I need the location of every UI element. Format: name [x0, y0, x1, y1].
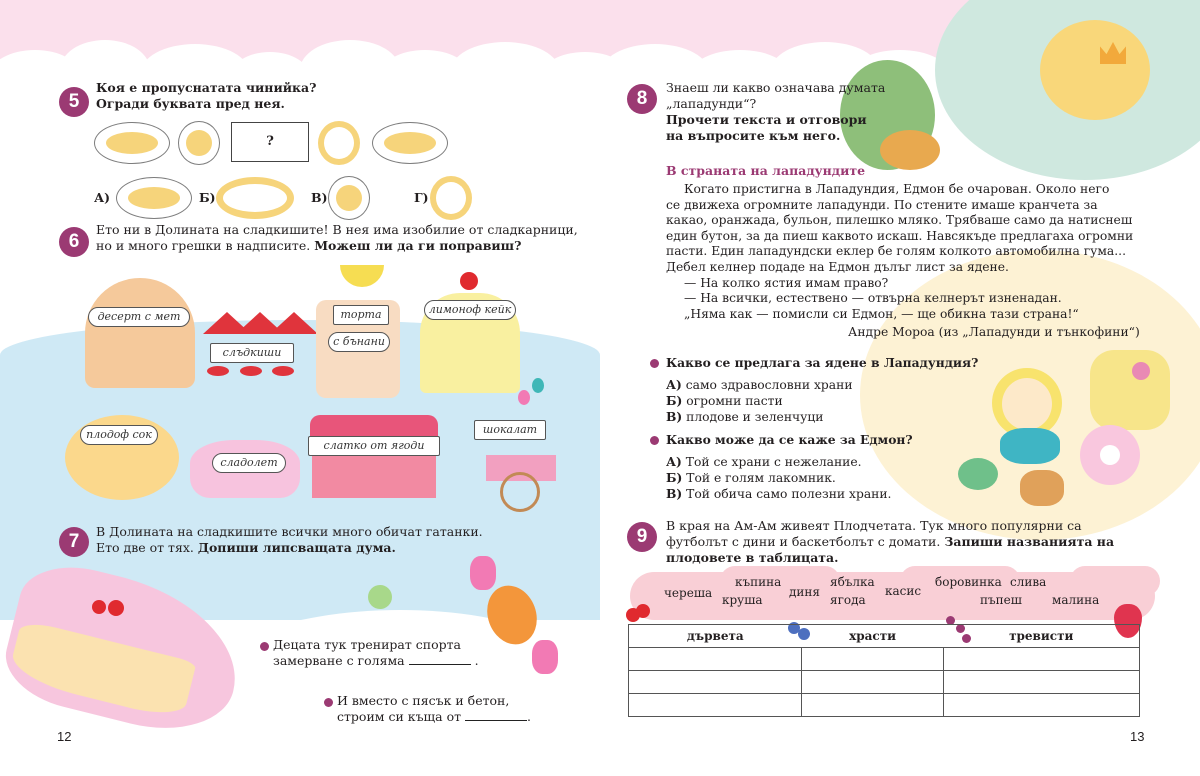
page-number-left: 12 [57, 729, 72, 744]
task-7-line2: Ето две от тях. Допиши липсващата дума. [96, 540, 396, 555]
task-7-badge: 7 [59, 527, 89, 557]
q1-option-v[interactable]: В) плодове и зеленчуци [666, 409, 824, 424]
umbrella-icon [270, 312, 318, 334]
fruit-word: пъпеш [980, 593, 1022, 607]
plate-fill [128, 187, 180, 209]
task-8-line4: на въпросите към него. [666, 128, 841, 143]
task-6-badge: 6 [59, 227, 89, 257]
story-text: Когато пристигна в Лападундия, Едмон бе очарован. Около него се движеха огромните лападунди. По стените имаше кранчета за какао, оранжада, бульон, пилешко мляко. Трябваше само да натиснеш един бутон, за да пиеш каквото искаш. Навсякъде предлагаха огромни пасти. Един лападундски еклер бе голям колкото автомобилна гума... Дебел келнер подаде на Едмон дълъг лист за ядене. — На колко ястия имам право? — На всички, естествено — отвърна келнерът изненадан. „Няма как — помисли си Едмон, — ще обикна тази страна!“ [666, 182, 1134, 321]
cherry-icon [108, 600, 124, 616]
table-header-trees: дървета [629, 625, 802, 648]
q2-option-v[interactable]: В) Той обича само полезни храни. [666, 486, 892, 501]
table-cell[interactable] [629, 671, 802, 694]
task-6-line1: Ето ни в Долината на сладкишите! В нея има изобилие от сладкарници, [96, 222, 578, 237]
plate-fill [384, 132, 436, 154]
q2-option-a[interactable]: А) Той се храни с нежелание. [666, 454, 862, 469]
question-2-options [666, 454, 891, 502]
sign-ice-cream[interactable]: сладолет [212, 453, 286, 473]
bullet-icon [324, 698, 333, 707]
table-cell[interactable] [802, 671, 944, 694]
task-8-badge: 8 [627, 84, 657, 114]
cloud-puff [1070, 566, 1160, 596]
cupcake-icon [1020, 470, 1064, 506]
task-9-line2: футболът с дини и баскетболът с домати. Запиши названията на [666, 534, 1115, 549]
task-8-line3: Прочети текста и отговори [666, 112, 867, 127]
fruit-word: диня [789, 585, 820, 599]
child-face [1002, 378, 1052, 430]
task-7-line1: В Долината на сладкишите всички много обичат гатанки. [96, 524, 483, 539]
fruit-word: ябълка [830, 575, 875, 589]
table-cell[interactable] [802, 694, 944, 717]
sign-chocolate[interactable]: шокалат [474, 420, 546, 440]
plate-hole [436, 182, 466, 214]
plate-fill [186, 130, 212, 156]
task-5-line2: Огради буквата пред нея. [96, 96, 285, 111]
cart-wheel-icon [500, 472, 540, 512]
fruit-word: малина [1052, 593, 1100, 607]
option-b-label[interactable]: Б) [199, 190, 216, 205]
task-6-line2: но и много грешки в надписите. Можеш ли да ги поправиш? [96, 238, 522, 253]
sign-lemon-cake[interactable]: лимоноф кейк [424, 300, 516, 320]
table-cell[interactable] [944, 648, 1140, 671]
riddle-1: Децата тук тренират спорта замерване с голяма . [273, 637, 479, 668]
question-2: Какво може да се каже за Едмон? [666, 432, 913, 447]
question-1: Какво се предлага за ядене в Лападундия? [666, 355, 979, 370]
bullet-icon [650, 359, 659, 368]
balloon-icon [518, 390, 530, 405]
cherry-icon [636, 604, 650, 618]
cherry-icon [1132, 362, 1150, 380]
table-row [629, 671, 1140, 694]
table-row [629, 694, 1140, 717]
task-9-badge: 9 [627, 522, 657, 552]
page-number-right: 13 [1130, 729, 1145, 744]
cherry-icon [460, 272, 478, 290]
cafe-table-icon [240, 366, 262, 376]
q2-option-b[interactable]: Б) Той е голям лакомник. [666, 470, 836, 485]
fruit-word: касис [885, 584, 922, 598]
table-cell[interactable] [944, 694, 1140, 717]
fruit-word: боровинка [935, 575, 1002, 589]
sign-jam[interactable]: слатко от ягоди [308, 436, 440, 456]
q1-option-a[interactable]: А) само здравословни храни [666, 377, 853, 392]
bullet-icon [260, 642, 269, 651]
cafe-table-icon [272, 366, 294, 376]
riddle-1-blank[interactable] [409, 655, 471, 665]
fruit-word: къпина [735, 575, 782, 589]
child-shirt [1000, 428, 1060, 464]
chocolate-plate-icon [958, 458, 998, 490]
candy-wrapper [470, 556, 496, 590]
plate-fill [336, 185, 362, 211]
table-header-shrubs: храсти [802, 625, 944, 648]
plate-hole [324, 127, 354, 159]
table-cell[interactable] [802, 648, 944, 671]
cherry-icon [92, 600, 106, 614]
task-9-line1: В края на Ам-Ам живеят Плодчетата. Тук много популярни са [666, 518, 1082, 533]
task-5-line1: Коя е пропуснатата чинийка? [96, 80, 317, 95]
sign-sweets[interactable]: слъдкиши [210, 343, 294, 363]
bullet-icon [650, 436, 659, 445]
task-8-line1: Знаеш ли какво означава думата [666, 80, 886, 95]
sign-cake-banana[interactable]: с бънани [328, 332, 390, 352]
task-8-line2: „лападунди“? [666, 96, 757, 111]
riddle-2-blank[interactable] [465, 711, 527, 721]
option-g-label[interactable]: Г) [414, 190, 429, 205]
shop-dessert [85, 278, 195, 388]
fruit-word: ягода [830, 593, 866, 607]
story-title: В страната на лападундите [666, 163, 866, 178]
sign-juice[interactable]: плодоф сок [80, 425, 158, 445]
riddle-2: И вместо с пясък и бетон, строим си къща от . [337, 693, 531, 724]
task-5-badge: 5 [59, 87, 89, 117]
banana-icon [340, 265, 384, 287]
fruit-word: череша [664, 586, 713, 600]
story-author: Андре Мороа (из „Лападунди и тънкофини“) [848, 325, 1140, 339]
question-1-options [666, 377, 853, 425]
table-header-herbaceous: тревисти [944, 625, 1140, 648]
fruit-word: слива [1010, 575, 1047, 589]
table-row [629, 648, 1140, 671]
page-right [600, 0, 1200, 776]
table-cell[interactable] [629, 648, 802, 671]
option-v-label[interactable]: В) [311, 190, 328, 205]
plate-hole [223, 184, 287, 212]
muffin-icon [1090, 350, 1170, 430]
donut-hole [1100, 445, 1120, 465]
balloon-icon [532, 378, 544, 393]
q1-option-b[interactable]: Б) огромни пасти [666, 393, 783, 408]
cafe-table-icon [207, 366, 229, 376]
option-a-label[interactable]: А) [94, 190, 111, 205]
fruit-table [628, 624, 1140, 717]
table-cell[interactable] [944, 671, 1140, 694]
sign-cake[interactable]: торта [333, 305, 389, 325]
fruit-word: круша [722, 593, 763, 607]
candy-small-icon [368, 585, 392, 609]
table-cell[interactable] [629, 694, 802, 717]
missing-plate-box: ? [231, 122, 309, 162]
sign-dessert[interactable]: десерт с мет [88, 307, 190, 327]
task-9-line3: плодовете в таблицата. [666, 550, 839, 565]
candy-wrapper [532, 640, 558, 674]
plate-fill [106, 132, 158, 154]
shop-jam [312, 456, 436, 498]
